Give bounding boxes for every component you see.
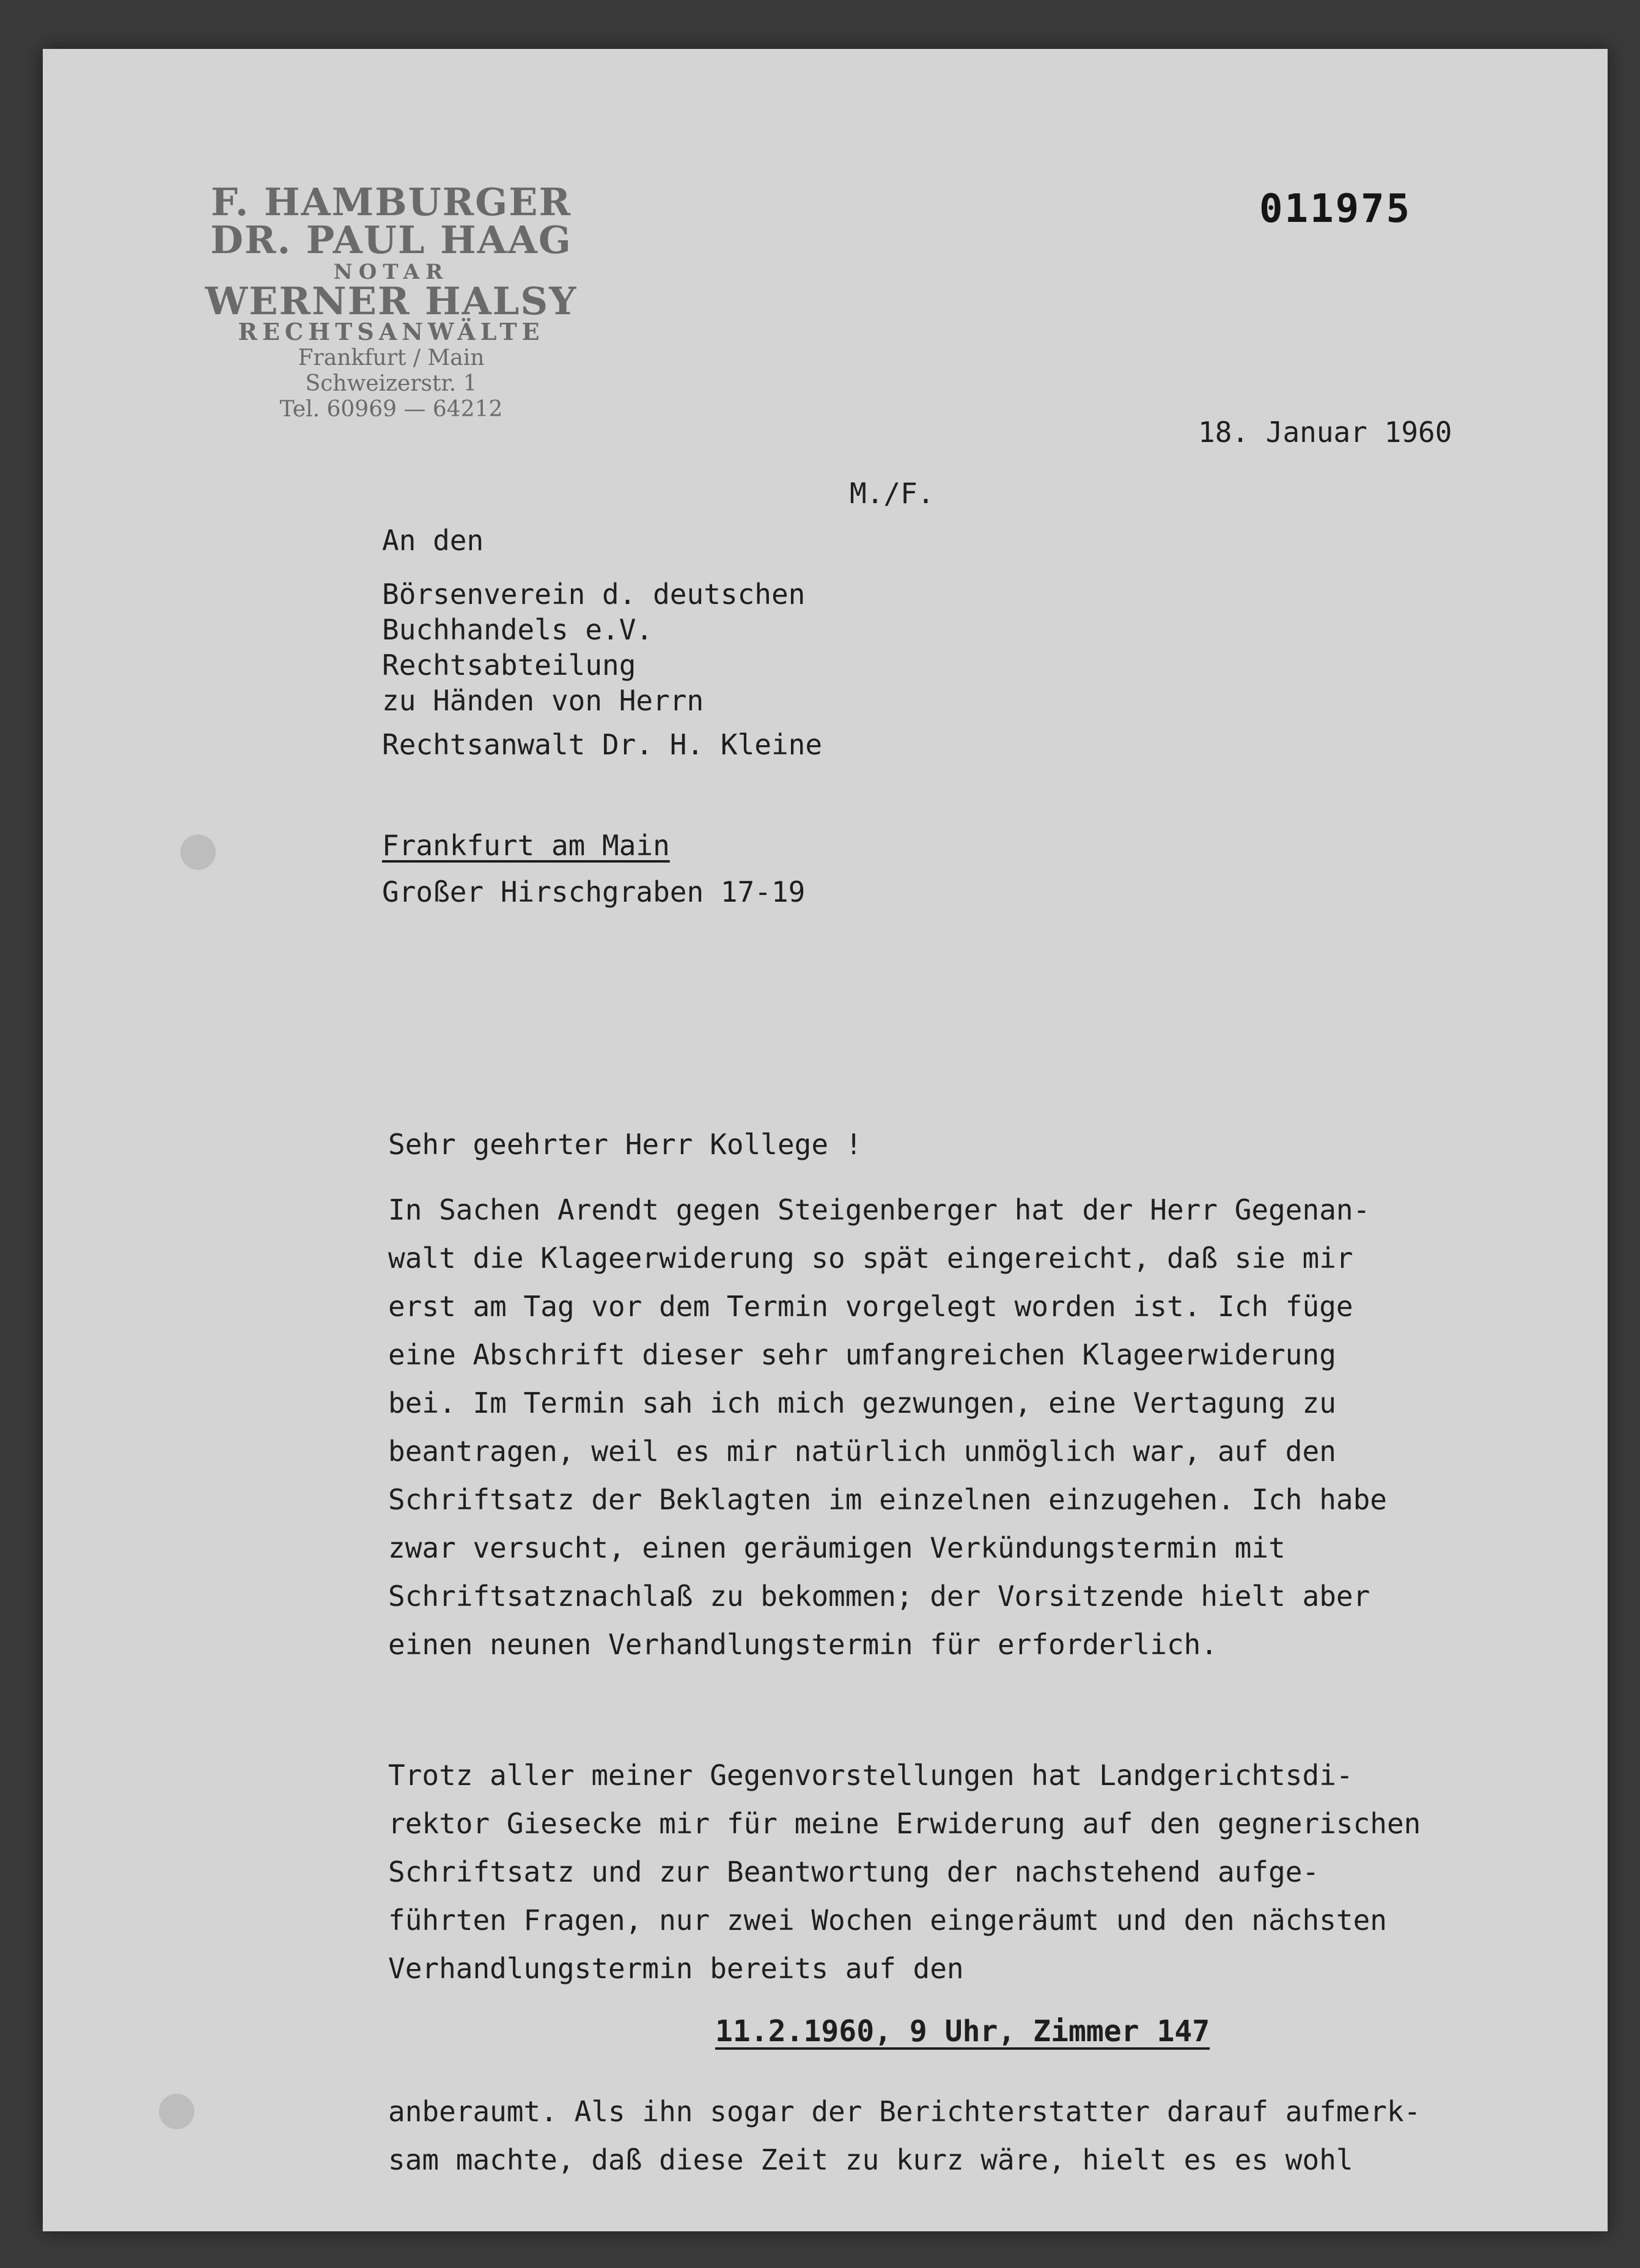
salutation: Sehr geehrter Herr Kollege ! [388,1128,862,1161]
address-line-attn: zu Händen von Herrn [382,684,704,717]
paragraph-3 [388,2088,1586,2184]
paragraph-line: erst am Tag vor dem Termin vorgelegt worden ist. Ich füge [388,1290,1353,1323]
paragraph-line: Schriftsatznachlaß zu bekommen; der Vorsitzende hielt aber [388,1580,1370,1613]
paragraph-2 [388,1751,1586,1993]
paragraph-line: bei. Im Termin sah ich mich gezwungen, eine Vertagung zu [388,1386,1336,1419]
paragraph-line: Schriftsatz der Beklagten im einzelnen einzugehen. Ich habe [388,1483,1387,1516]
letterhead-street: Schweizerstr. 1 [305,371,477,396]
paragraph-line: beantragen, weil es mir natürlich unmöglich war, auf den [388,1435,1336,1468]
paragraph-line: walt die Klageerwiderung so spät eingereicht, daß sie mir [388,1242,1353,1275]
letter-date: 18. Januar 1960 [1198,416,1452,449]
letterhead-profession: RECHTSANWÄLTE [238,318,545,345]
address-line-person: Rechtsanwalt Dr. H. Kleine [382,728,823,761]
document-number: 011975 [1259,186,1412,232]
recipient-location [382,822,805,915]
paragraph-line: In Sachen Arendt gegen Steigenberger hat der Herr Gegenan- [388,1193,1370,1226]
paragraph-line: Verhandlungstermin bereits auf den [388,1952,964,1985]
address-city: Frankfurt am Main [382,829,670,862]
letterhead-notar: NOTAR [333,260,449,284]
paragraph-line: eine Abschrift dieser sehr umfangreichen Klageerwiderung [388,1338,1336,1371]
appointment-date: 11.2.1960, 9 Uhr, Zimmer 147 [715,2014,1210,2049]
letterhead-stamp [196,180,587,422]
letterhead-name-1: F. HAMBURGER [211,180,572,224]
address-street: Großer Hirschgraben 17-19 [382,875,806,908]
punch-hole-bottom [159,2094,194,2129]
letterhead-phone: Tel. 60969 — 64212 [279,397,503,422]
address-line-org-2: Buchhandels e.V. [382,613,653,646]
letterhead-city: Frankfurt / Main [298,345,485,370]
paragraph-line: Schriftsatz und zur Beantwortung der nachstehend aufge- [388,1855,1320,1888]
paragraph-line: führten Fragen, nur zwei Wochen eingeräumt und den nächsten [388,1904,1387,1937]
paragraph-line: rektor Giesecke mir für meine Erwiderung auf den gegnerischen [388,1807,1421,1840]
address-line-to: An den [382,524,484,557]
reference-code: M./F. [850,477,935,510]
paragraph-1 [388,1186,1586,1669]
paragraph-line: anberaumt. Als ihn sogar der Berichterstatter darauf aufmerk- [388,2095,1421,2128]
paragraph-line: zwar versucht, einen geräumigen Verkündungstermin mit [388,1531,1285,1564]
recipient-address [382,523,822,762]
letterhead-name-2: DR. PAUL HAAG [210,218,572,262]
address-line-org: Börsenverein d. deutschen [382,578,806,611]
paragraph-line: einen neunen Verhandlungstermin für erforderlich. [388,1628,1218,1661]
letterhead-name-3: WERNER HALSY [205,279,578,323]
punch-hole-top [180,834,216,870]
paragraph-line: Trotz aller meiner Gegenvorstellungen hat Landgerichtsdi- [388,1759,1353,1792]
address-line-dept: Rechtsabteilung [382,649,636,682]
letter-page [43,49,1608,2231]
paragraph-line: sam machte, daß diese Zeit zu kurz wäre, hielt es es wohl [388,2143,1353,2176]
